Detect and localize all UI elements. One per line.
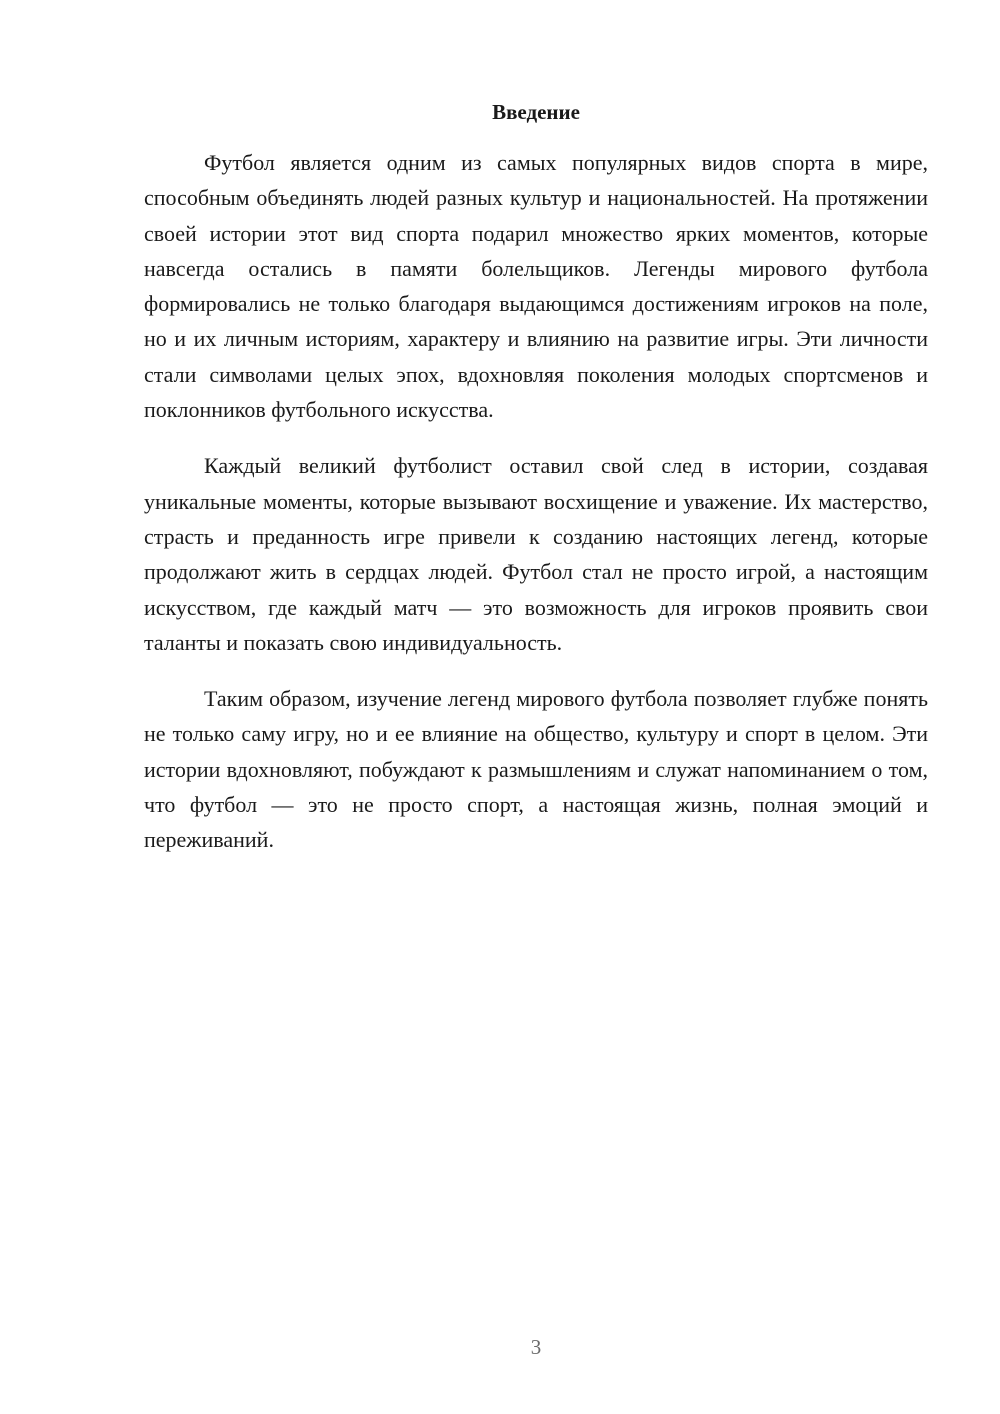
paragraph-2: Каждый великий футболист оставил свой след в истории, создавая уникальные моменты, которые вызывают восхищение и уважение. Их мастерство, страсть и преданность игре привели к созданию настоящих легенд, которые продолжают жить в сердцах людей. Футбол стал не просто игрой, а настоящим искусством, где каждый матч — это возможность для игроков проявить свои таланты и показать свою индивидуальность. (144, 453, 928, 655)
body-text (144, 145, 928, 858)
paragraph-3: Таким образом, изучение легенд мирового футбола позволяет глубже понять не только саму игру, но и ее влияние на общество, культуру и спорт в целом. Эти истории вдохновляют, побуждают к размышлениям и служат напоминанием о том, что футбол — это не просто спорт, а настоящая жизнь, полная эмоций и переживаний. (144, 686, 928, 853)
section-heading: Введение (492, 100, 580, 124)
paragraph-1: Футбол является одним из самых популярных видов спорта в мире, способным объединять людей разных культур и национальностей. На протяжении своей истории этот вид спорта подарил множество ярких моментов, которые навсегда остались в памяти болельщиков. Легенды мирового футбола формировались не только благодаря выдающимся достижениям игроков на поле, но и их личным историям, характеру и влиянию на развитие игры. Эти личности стали символами целых эпох, вдохновляя поколения молодых спортсменов и поклонников футбольного искусства. (144, 150, 928, 423)
page-number: 3 (530, 1335, 542, 1359)
